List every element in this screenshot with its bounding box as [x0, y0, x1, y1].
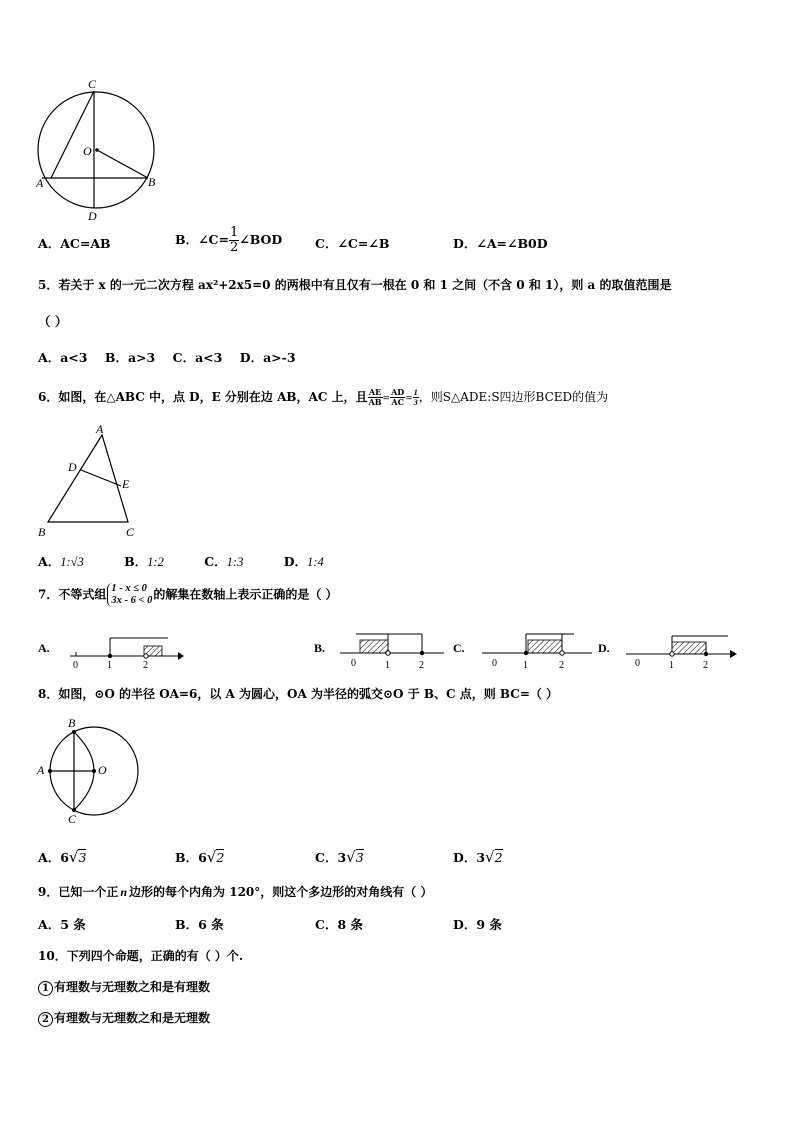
q6-label-d: D [68, 460, 77, 474]
q9-option-d: D．9 条 [453, 917, 502, 932]
q7-option-b-axis [340, 634, 444, 671]
q7-option-d-label: D. [598, 641, 610, 655]
q7-option-b-label: B. [314, 641, 326, 655]
q10-item-1 [38, 978, 210, 996]
q6-frac2-den: AC [391, 397, 404, 407]
q6-option-b-value: 1:2 [147, 555, 164, 569]
q7-option-b-tick-1: 1 [385, 660, 390, 671]
q10-item-2-number: 2 [38, 1012, 53, 1027]
q7-ineq2: 3x - 6 < 0 [111, 595, 153, 606]
q7-option-b-tick-0: 0 [351, 658, 356, 669]
q7-option-a-tick-0: 0 [73, 660, 78, 671]
q8-option-c-coef: C．3 [315, 850, 347, 865]
q7-text [38, 583, 338, 607]
q9-text [38, 883, 432, 900]
q7-option-a-tick-1: 1 [107, 660, 112, 671]
q6-eq2: = [405, 394, 413, 404]
q6-frac-ae-ab [368, 388, 383, 407]
q4-point-o [95, 148, 99, 152]
q4-label-c: C [88, 77, 97, 91]
q7-inequality-system [107, 583, 152, 607]
q8-option-c-sqrt-icon: √ [346, 848, 356, 866]
q9-option-a: A．5 条 [38, 917, 86, 932]
q7-option-c-tick-0: 0 [492, 658, 497, 669]
q8-label-b: B [68, 716, 76, 730]
q6-options [38, 552, 324, 570]
q7-number-lines [30, 628, 750, 672]
q6-eq: = [382, 394, 391, 404]
q4-option-b-suffix: ∠BOD [239, 232, 283, 247]
q8-option-b-coef: B．6 [175, 850, 207, 865]
q6-option-c-label: C． [204, 554, 227, 569]
q6-triangle-abc [48, 435, 128, 522]
q6-text-prefix: 6．如图，在△ABC 中，点 D，E 分别在边 AB，AC 上，且 [38, 390, 368, 404]
q8-option-d [453, 848, 503, 866]
q4-option-b-prefix: B．∠C= [175, 232, 229, 247]
q9-text-prefix: 9．已知一个正 [38, 885, 119, 899]
q10-item-1-number: 1 [38, 981, 53, 996]
q6-label-a: A [96, 422, 104, 436]
q6-triangle-figure [32, 420, 147, 542]
q6-frac2-num: AD [391, 387, 405, 397]
q4-label-d: D [88, 209, 97, 223]
q4-option-a: A．AC=AB [38, 236, 111, 251]
q7-option-a-tick-2: 2 [143, 660, 148, 671]
q8-option-c [315, 848, 364, 866]
q4-label-b: B [148, 175, 156, 189]
q9-option-b: B．6 条 [175, 917, 224, 932]
q6-text-suffix: ，则S△ADE:S四边形BCED的值为 [418, 390, 609, 404]
q4-option-c: C．∠C=∠B [315, 236, 390, 251]
q7-text-prefix: 7．不等式组 [38, 587, 107, 602]
q5-options: A．a<3 B．a>3 C．a<3 D．a>-3 [38, 350, 296, 365]
q4-line-ca [51, 91, 94, 178]
q8-option-a-rad: 3 [78, 850, 87, 865]
q8-option-d-sqrt-icon: √ [485, 848, 495, 866]
q10-text: 10．下列四个命题，正确的有（ ）个. [38, 949, 244, 963]
q6-label-b: B [38, 525, 46, 539]
q8-option-b-rad: 2 [216, 850, 225, 865]
q4-circle-figure [30, 74, 170, 224]
q8-option-d-rad: 2 [494, 850, 503, 865]
q7-option-c-tick-2: 2 [559, 660, 564, 671]
q9-option-c: C．8 条 [315, 917, 363, 932]
q10-item-2-text: 有理数与无理数之和是无理数 [54, 1011, 211, 1025]
q10-item-1-text: 有理数与无理数之和是有理数 [54, 980, 211, 994]
q6-option-a-label: A． [38, 554, 61, 569]
q6-label-e: E [122, 477, 130, 491]
q7-option-d-tick-2: 2 [703, 660, 708, 671]
q8-circle-figure [34, 714, 144, 826]
q9-text-suffix: 边形的每个内角为 120°，则这个多边形的对角线有（ ） [129, 885, 433, 899]
q8-point-o [92, 769, 96, 773]
q6-frac1-num: AE [368, 387, 382, 397]
q7-option-c-axis [482, 634, 592, 671]
q8-point-a [48, 769, 52, 773]
q6-option-d-label: D． [283, 554, 308, 569]
q6-option-d-value: 1:4 [307, 555, 324, 569]
q8-text: 8．如图，⊙O 的半径 OA=6，以 A 为圆心，OA 为半径的弧交⊙O 于 B、C 点，则 BC=（ ） [38, 687, 559, 701]
q7-option-d-axis [626, 636, 737, 671]
q7-option-d-tick-0: 0 [635, 658, 640, 669]
q4-label-o: O [83, 144, 92, 158]
q4-option-b-den: 2 [229, 240, 239, 255]
q6-text [38, 388, 608, 407]
q6-frac3-num: 1 [413, 388, 418, 397]
q6-frac3-den: 3 [413, 398, 418, 407]
q8-label-a: A [37, 763, 45, 777]
q8-option-b [175, 848, 224, 866]
q8-option-a-sqrt-icon: √ [68, 848, 79, 866]
q6-frac-ad-ac [390, 388, 405, 407]
q6-option-c-value: 1:3 [226, 555, 244, 569]
q7-text-suffix: 的解集在数轴上表示正确的是（ ） [153, 587, 338, 602]
q8-option-c-rad: 3 [355, 850, 364, 865]
q8-label-o: O [98, 763, 107, 777]
q8-option-b-sqrt-icon: √ [206, 848, 217, 866]
q4-option-d: D．∠A=∠B0D [453, 236, 548, 251]
q7-ineq1: 1 - x ≤ 0 [111, 583, 147, 594]
q4-line-ob [97, 150, 148, 178]
q7-option-a-label: A. [38, 641, 50, 655]
q10-item-2 [38, 1009, 210, 1027]
q4-option-b [175, 226, 282, 255]
q9-n: n [120, 885, 128, 899]
q5-text-line1: 5．若关于 x 的一元二次方程 ax²+2x5=0 的两根中有且仅有一根在 0 和 1 之间（不含 0 和 1），则 a 的取值范围是 [38, 278, 672, 292]
q8-point-b [72, 730, 76, 734]
q4-option-b-fraction [229, 226, 239, 255]
q8-option-a-coef: A．6 [38, 850, 69, 865]
q7-option-b-tick-2: 2 [419, 660, 424, 671]
q6-frac1-den: AB [368, 397, 382, 407]
q8-option-d-coef: D．3 [453, 850, 486, 865]
q7-option-a-axis [70, 638, 184, 671]
q4-option-b-num: 1 [229, 225, 239, 240]
q6-label-c: C [126, 525, 135, 539]
q5-text-line2: （ ） [38, 314, 68, 329]
q7-option-c-tick-1: 1 [523, 660, 528, 671]
q7-option-d-tick-1: 1 [669, 660, 674, 671]
q7-option-c-label: C. [453, 641, 465, 655]
q8-label-c: C [68, 812, 77, 826]
q6-option-a-value: 1:√3 [60, 555, 84, 569]
q6-option-b-label: B． [124, 554, 148, 569]
q4-label-a: A [36, 176, 44, 190]
q8-option-a [38, 848, 86, 866]
